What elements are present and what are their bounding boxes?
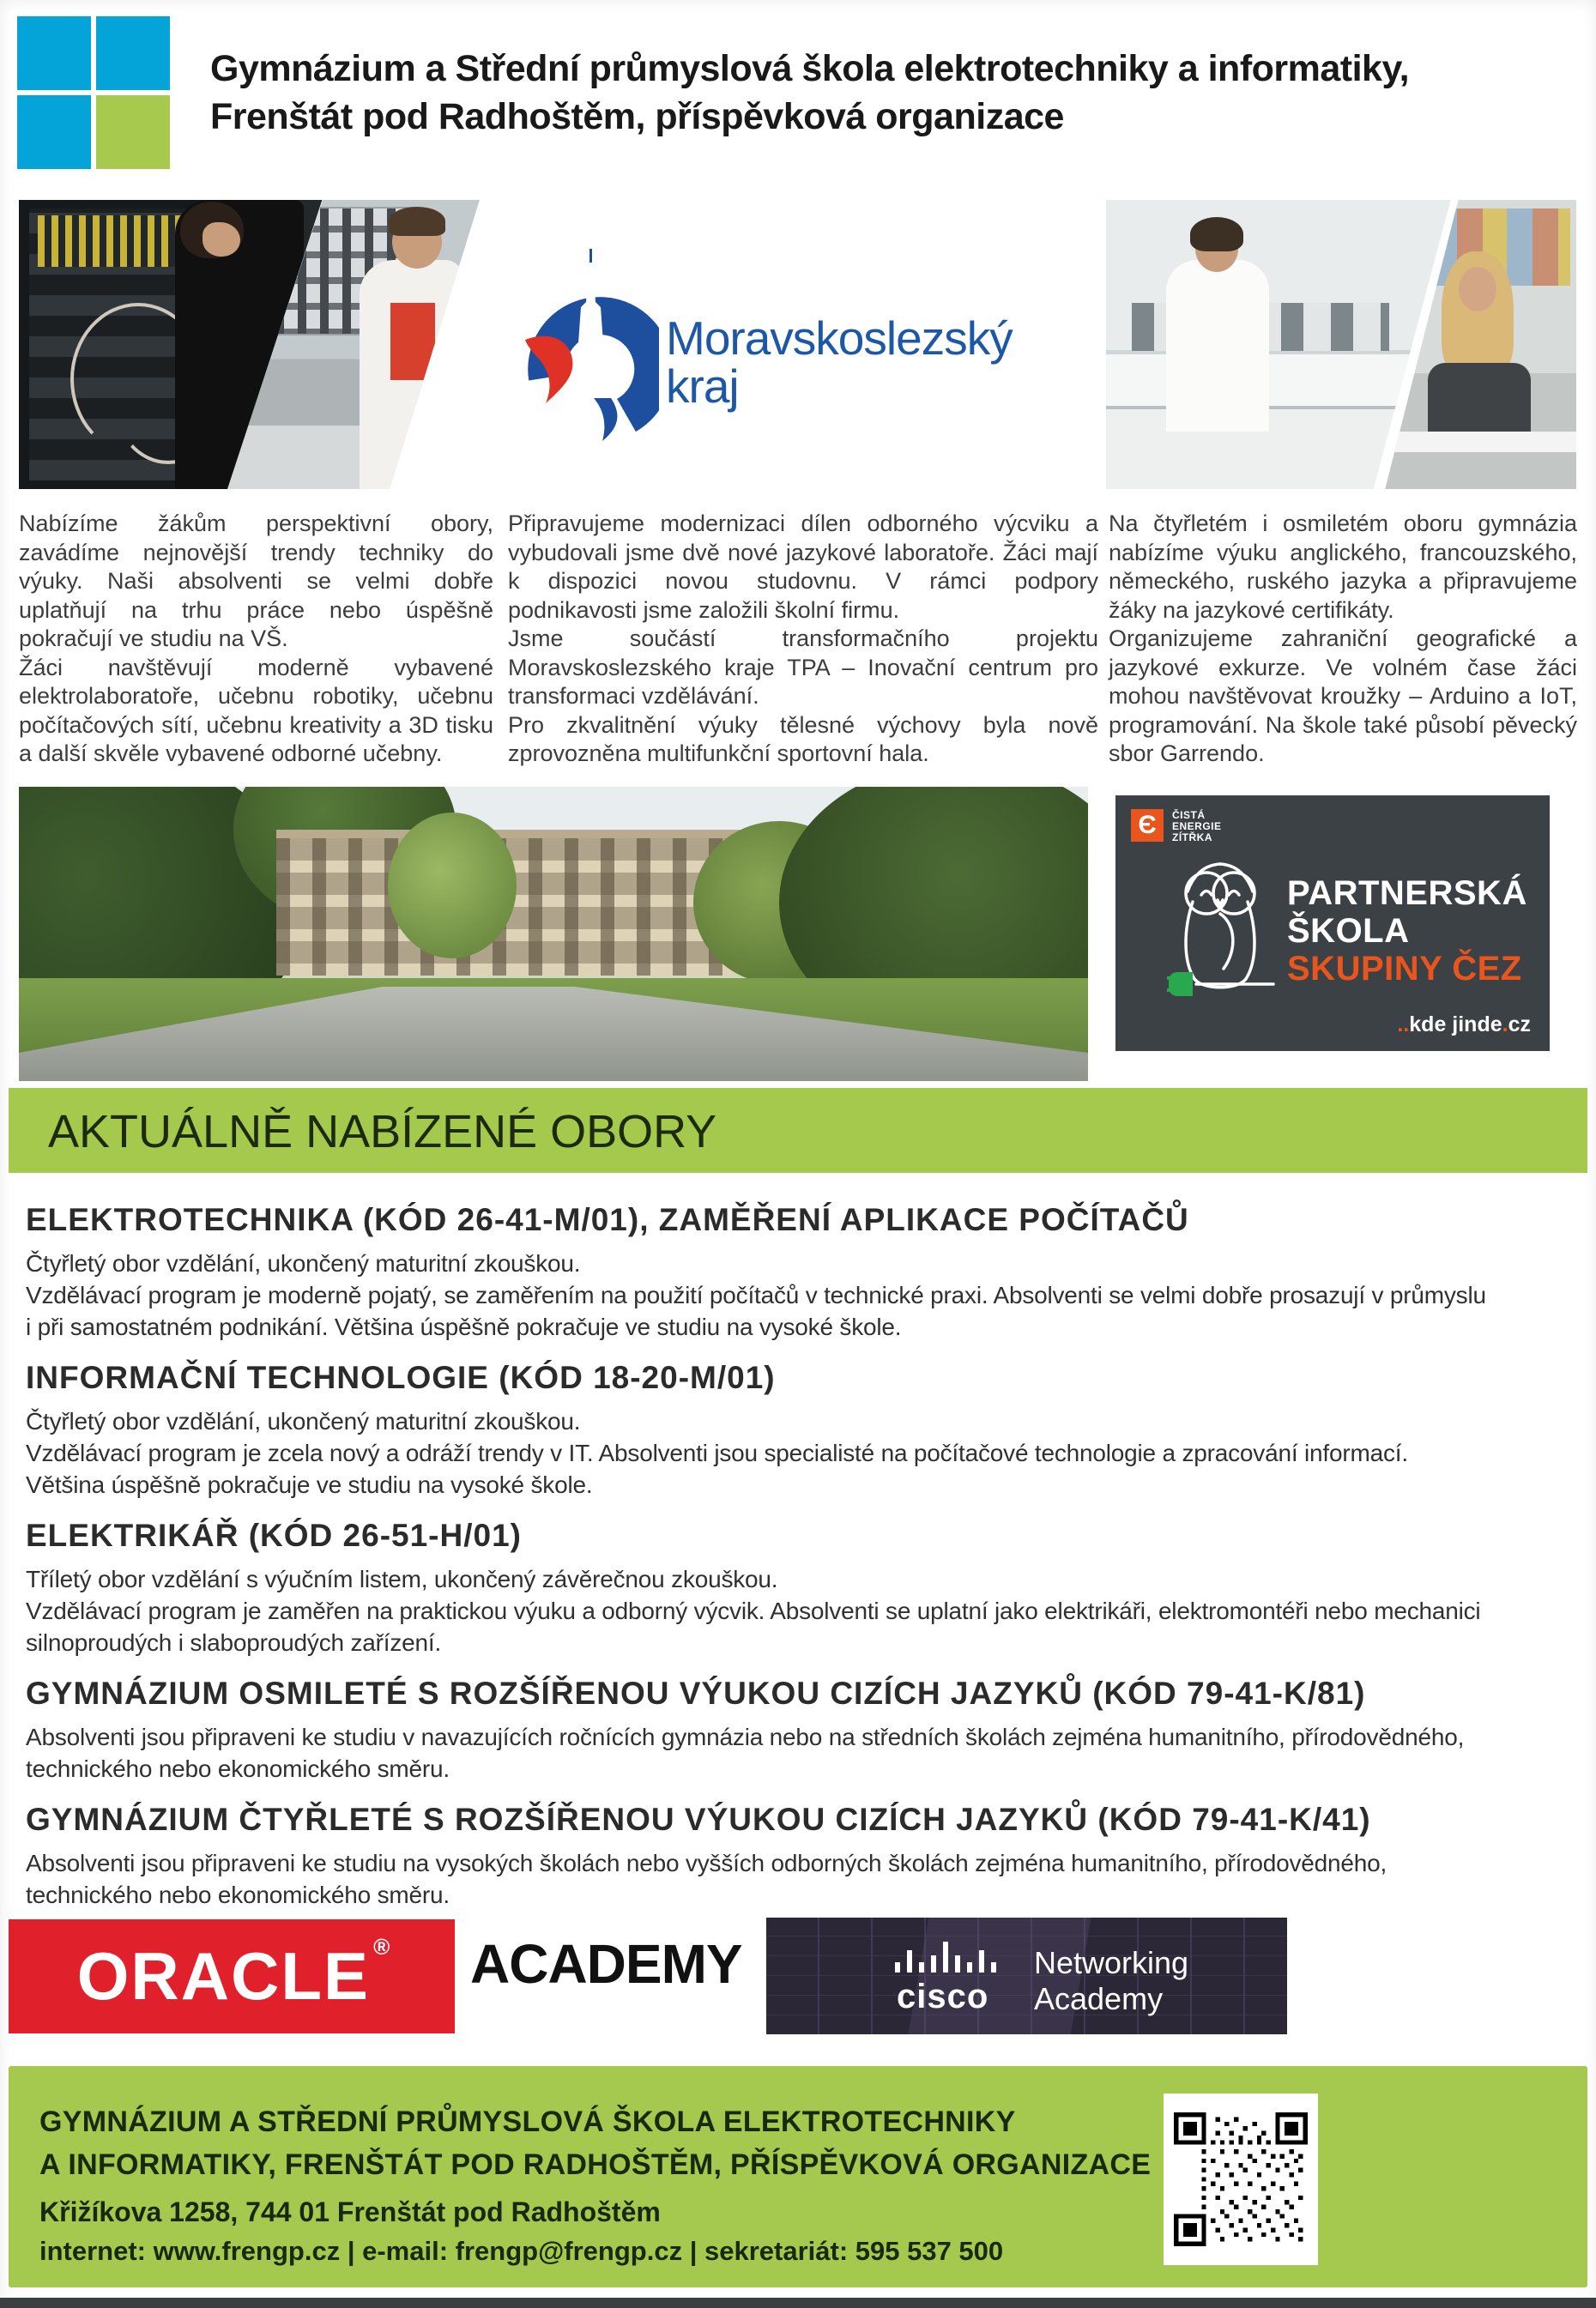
qr-code (1164, 2094, 1318, 2265)
kraj-logo-icon (522, 247, 659, 444)
cez-title-line3: SKUPINY ČEZ (1287, 950, 1522, 988)
cez-site-cz: cz (1508, 1012, 1531, 1036)
academy-label: Academy (1034, 1981, 1164, 2016)
offer-line: Vzdělávací program je zaměřen na praktickou výuku a odborný výcvik. Absolventi se uplatní jako elektrikáři, elektromontéři nebo mechanici (26, 1598, 1481, 1624)
intro-col2-paragraph3: Pro zkvalitnění výuky tělesné výchovy byla nově zprovozněna multifunkční sportovní hala. (508, 711, 1098, 766)
offer-line: Čtyřletý obor vzdělání, ukončený maturitní zkouškou. (26, 1250, 581, 1277)
offer-line: Vzdělávací program je moderně pojatý, se zaměřením na použití počítačů v technické praxi. Absolventi se velmi dobře prosazují v průmyslu (26, 1282, 1486, 1308)
photo-girl-face (1459, 267, 1496, 311)
footer-contact-panel (9, 2066, 1587, 2287)
offers-list (26, 1199, 1579, 1925)
footer-contacts: internet: www.frengp.cz | e-mail: frengp@frengp.cz | sekretariát: 595 537 500 (39, 2236, 1004, 2266)
photo-school-building (19, 787, 1088, 1081)
cisco-box-background (766, 1918, 1287, 2034)
offer-line: technického nebo ekonomického směru. (26, 1882, 450, 1908)
offer-heading: GYMNÁZIUM ČTYŘLETÉ S ROZŠÍŘENOU VÝUKOU CIZÍCH JAZYKŮ (KÓD 79-41-K/41) (26, 1802, 1371, 1837)
footer-title-line1: GYMNÁZIUM A STŘEDNÍ PRŮMYSLOVÁ ŠKOLA ELEKTROTECHNIKY (39, 2106, 1016, 2138)
intro-col3-paragraph2: Organizujeme zahraniční geografické a jazykové exkurze. Ve volném čase žáci mohou navštěvovat kroužky – Arduino a IoT, programování. Na škole také působí pěvecký sbor Garrendo. (1109, 625, 1577, 766)
photo-girl-top (1428, 363, 1531, 440)
offer-heading: GYMNÁZIUM OSMILETÉ S ROZŠÍŘENOU VÝUKOU CIZÍCH JAZYKŮ (KÓD 79-41-K/81) (26, 1676, 1366, 1711)
offer-line: i při samostatném podnikání. Většina úspěšně pokračuje ve studiu na vysoké škole. (26, 1314, 902, 1340)
photo-lab-bench (1106, 354, 1458, 406)
networking-label: Networking (1034, 1945, 1189, 1980)
cez-title-line2: ŠKOLA (1287, 912, 1410, 950)
footer-title-line2: A INFORMATIKY, FRENŠTÁT POD RADHOŠTĚM, PŘÍSPĚVKOVÁ ORGANIZACE (39, 2148, 1152, 2181)
offer-gymnazium-osmilete (26, 1673, 1579, 1785)
page-title-line2: Frenštát pod Radhoštěm, příspěvková organizace (210, 96, 1064, 137)
cez-site-dot: . (1502, 1012, 1508, 1036)
cisco-wordmark: cisco (897, 1978, 989, 2015)
kraj-logo-text (666, 311, 1013, 413)
offer-elektrikar (26, 1515, 1579, 1658)
oracle-academy-label: ACADEMY (470, 1933, 742, 1995)
offer-line: Vzdělávací program je zcela nový a odráží trendy v IT. Absolventi jsou specialisté na počítačové technologie a zpracování informací. (26, 1440, 1408, 1466)
offer-heading: ELEKTROTECHNIKA (KÓD 26-41-M/01), ZAMĚŘENÍ APLIKACE POČÍTAČŮ (26, 1202, 1189, 1237)
oracle-wordmark: ORACLE (76, 1938, 371, 2014)
page-title (210, 45, 1409, 141)
oracle-logo-box (9, 1919, 455, 2033)
intro-column-3 (1109, 510, 1577, 769)
offer-line: silnoproudých i slaboproudých zařízení. (26, 1629, 442, 1656)
offers-banner-title: AKTUÁLNĚ NABÍZENÉ OBORY (48, 1106, 717, 1157)
cez-site-dots: .. (1397, 1012, 1410, 1036)
offer-heading: INFORMAČNÍ TECHNOLOGIE (KÓD 18-20-M/01) (26, 1360, 776, 1395)
cez-logo-letter: Є (1138, 811, 1157, 839)
cez-website (1397, 1012, 1531, 1037)
intro-col2-paragraph1: Připravujeme modernizaci dílen odborného výcviku a vybudovali jsme dvě nové jazykové laboratoře. Žáci mají k dispozici novou studovnu. V rámci podpory podnikavosti jsme založili školní firmu. (508, 511, 1098, 623)
networking-academy-label (1034, 1945, 1188, 2017)
page-title-line1: Gymnázium a Střední průmyslová škola elektrotechniky a informatiky, (210, 48, 1410, 89)
cez-tagline-line3: ZÍTŘKA (1172, 831, 1212, 843)
offer-elektrotechnika (26, 1199, 1579, 1343)
intro-column-1 (19, 510, 493, 769)
offer-line: Čtyřletý obor vzdělání, ukončený maturitní zkouškou. (26, 1408, 581, 1435)
intro-column-2 (508, 510, 1098, 769)
offer-line: Absolventi jsou připraveni ke studiu na vysokých školách nebo vyšších odborných školách zejména humanitního, přírodovědného, (26, 1850, 1387, 1876)
offers-banner (9, 1088, 1587, 1173)
kraj-name-line1: Moravskoslezský (666, 311, 1013, 365)
intro-col1-paragraph1: Nabízíme žákům perspektivní obory, zavádíme nejnovější trendy techniky do výuky. Naši absolventi se velmi dobře uplatňují na trhu práce nebo úspěšně pokračují ve studiu na VŠ. (19, 511, 493, 651)
tree (388, 813, 517, 958)
kraj-name-line2: kraj (666, 359, 739, 413)
photo-student-hair (389, 207, 445, 236)
cez-tagline-line1: ČISTÁ (1172, 809, 1206, 821)
qr-code-image (1174, 2112, 1308, 2246)
photo-teacher-coat (1166, 260, 1269, 432)
intro-col1-paragraph2: Žáci navštěvují moderně vybavené elektrolaboratoře, učebnu robotiky, učebnu počítačových sítí, učebnu kreativity a 3D tisku a další skvěle vybavené odborné učebny. (19, 654, 493, 766)
logo-square-blue-3 (17, 95, 91, 169)
oracle-registered-mark: ® (373, 1934, 390, 1960)
footer-address: Křižíkova 1258, 744 01 Frenštát pod Radhoštěm (39, 2196, 661, 2227)
cez-logo-icon (1131, 809, 1164, 842)
cez-tagline-line2: ENERGIE (1172, 820, 1222, 832)
school-logo (17, 16, 170, 169)
cisco-logo-box (766, 1918, 1287, 2034)
logo-square-blue-1 (17, 16, 91, 90)
photo-student-shirt (390, 303, 435, 380)
photo-student-face (203, 222, 240, 257)
photo-ports (38, 215, 184, 267)
logo-square-green (96, 95, 170, 169)
offer-informacni-technologie (26, 1357, 1579, 1501)
bottom-divider-bar (0, 2298, 1596, 2308)
offer-heading: ELEKTRIKÁŘ (KÓD 26-51-H/01) (26, 1518, 522, 1553)
owl-icon (1167, 849, 1279, 1007)
footer-title (39, 2100, 1151, 2186)
cez-partner-panel (1115, 795, 1550, 1051)
intro-col2-paragraph2: Jsme součástí transformačního projektu Moravskoslezského kraje TPA – Inovační centrum pro transformaci vzdělávání. (508, 625, 1098, 709)
offer-line: Tříletý obor vzdělání s výučním listem, ukončený závěrečnou zkouškou. (26, 1566, 778, 1592)
cez-site-kde: kde jinde (1409, 1012, 1502, 1036)
logo-square-blue-2 (96, 16, 170, 90)
cez-title-line1: PARTNERSKÁ (1287, 874, 1527, 912)
photo-desk (1373, 432, 1576, 452)
offer-line: Většina úspěšně pokračuje ve studiu na vysoké škole. (26, 1471, 593, 1498)
offer-line: Absolventi jsou připraveni ke studiu v navazujících ročnících gymnázia nebo na středních školách zejména humanitního, přírodovědného, (26, 1724, 1465, 1750)
cez-partner-title (1287, 874, 1527, 988)
cisco-bars-icon (893, 1936, 1005, 1974)
moravskoslezsky-kraj-logo (522, 247, 1105, 444)
photo-teacher-hair (1190, 217, 1243, 251)
offer-gymnazium-ctyrlete (26, 1799, 1579, 1911)
intro-col3-paragraph1: Na čtyřletém i osmiletém oboru gymnázia nabízíme výuku anglického, francouzského, německého, ruského jazyka a připravujeme žáky na jazykové certifikáty. (1109, 511, 1577, 623)
cez-tagline (1172, 810, 1222, 843)
offer-line: technického nebo ekonomického směru. (26, 1755, 450, 1782)
